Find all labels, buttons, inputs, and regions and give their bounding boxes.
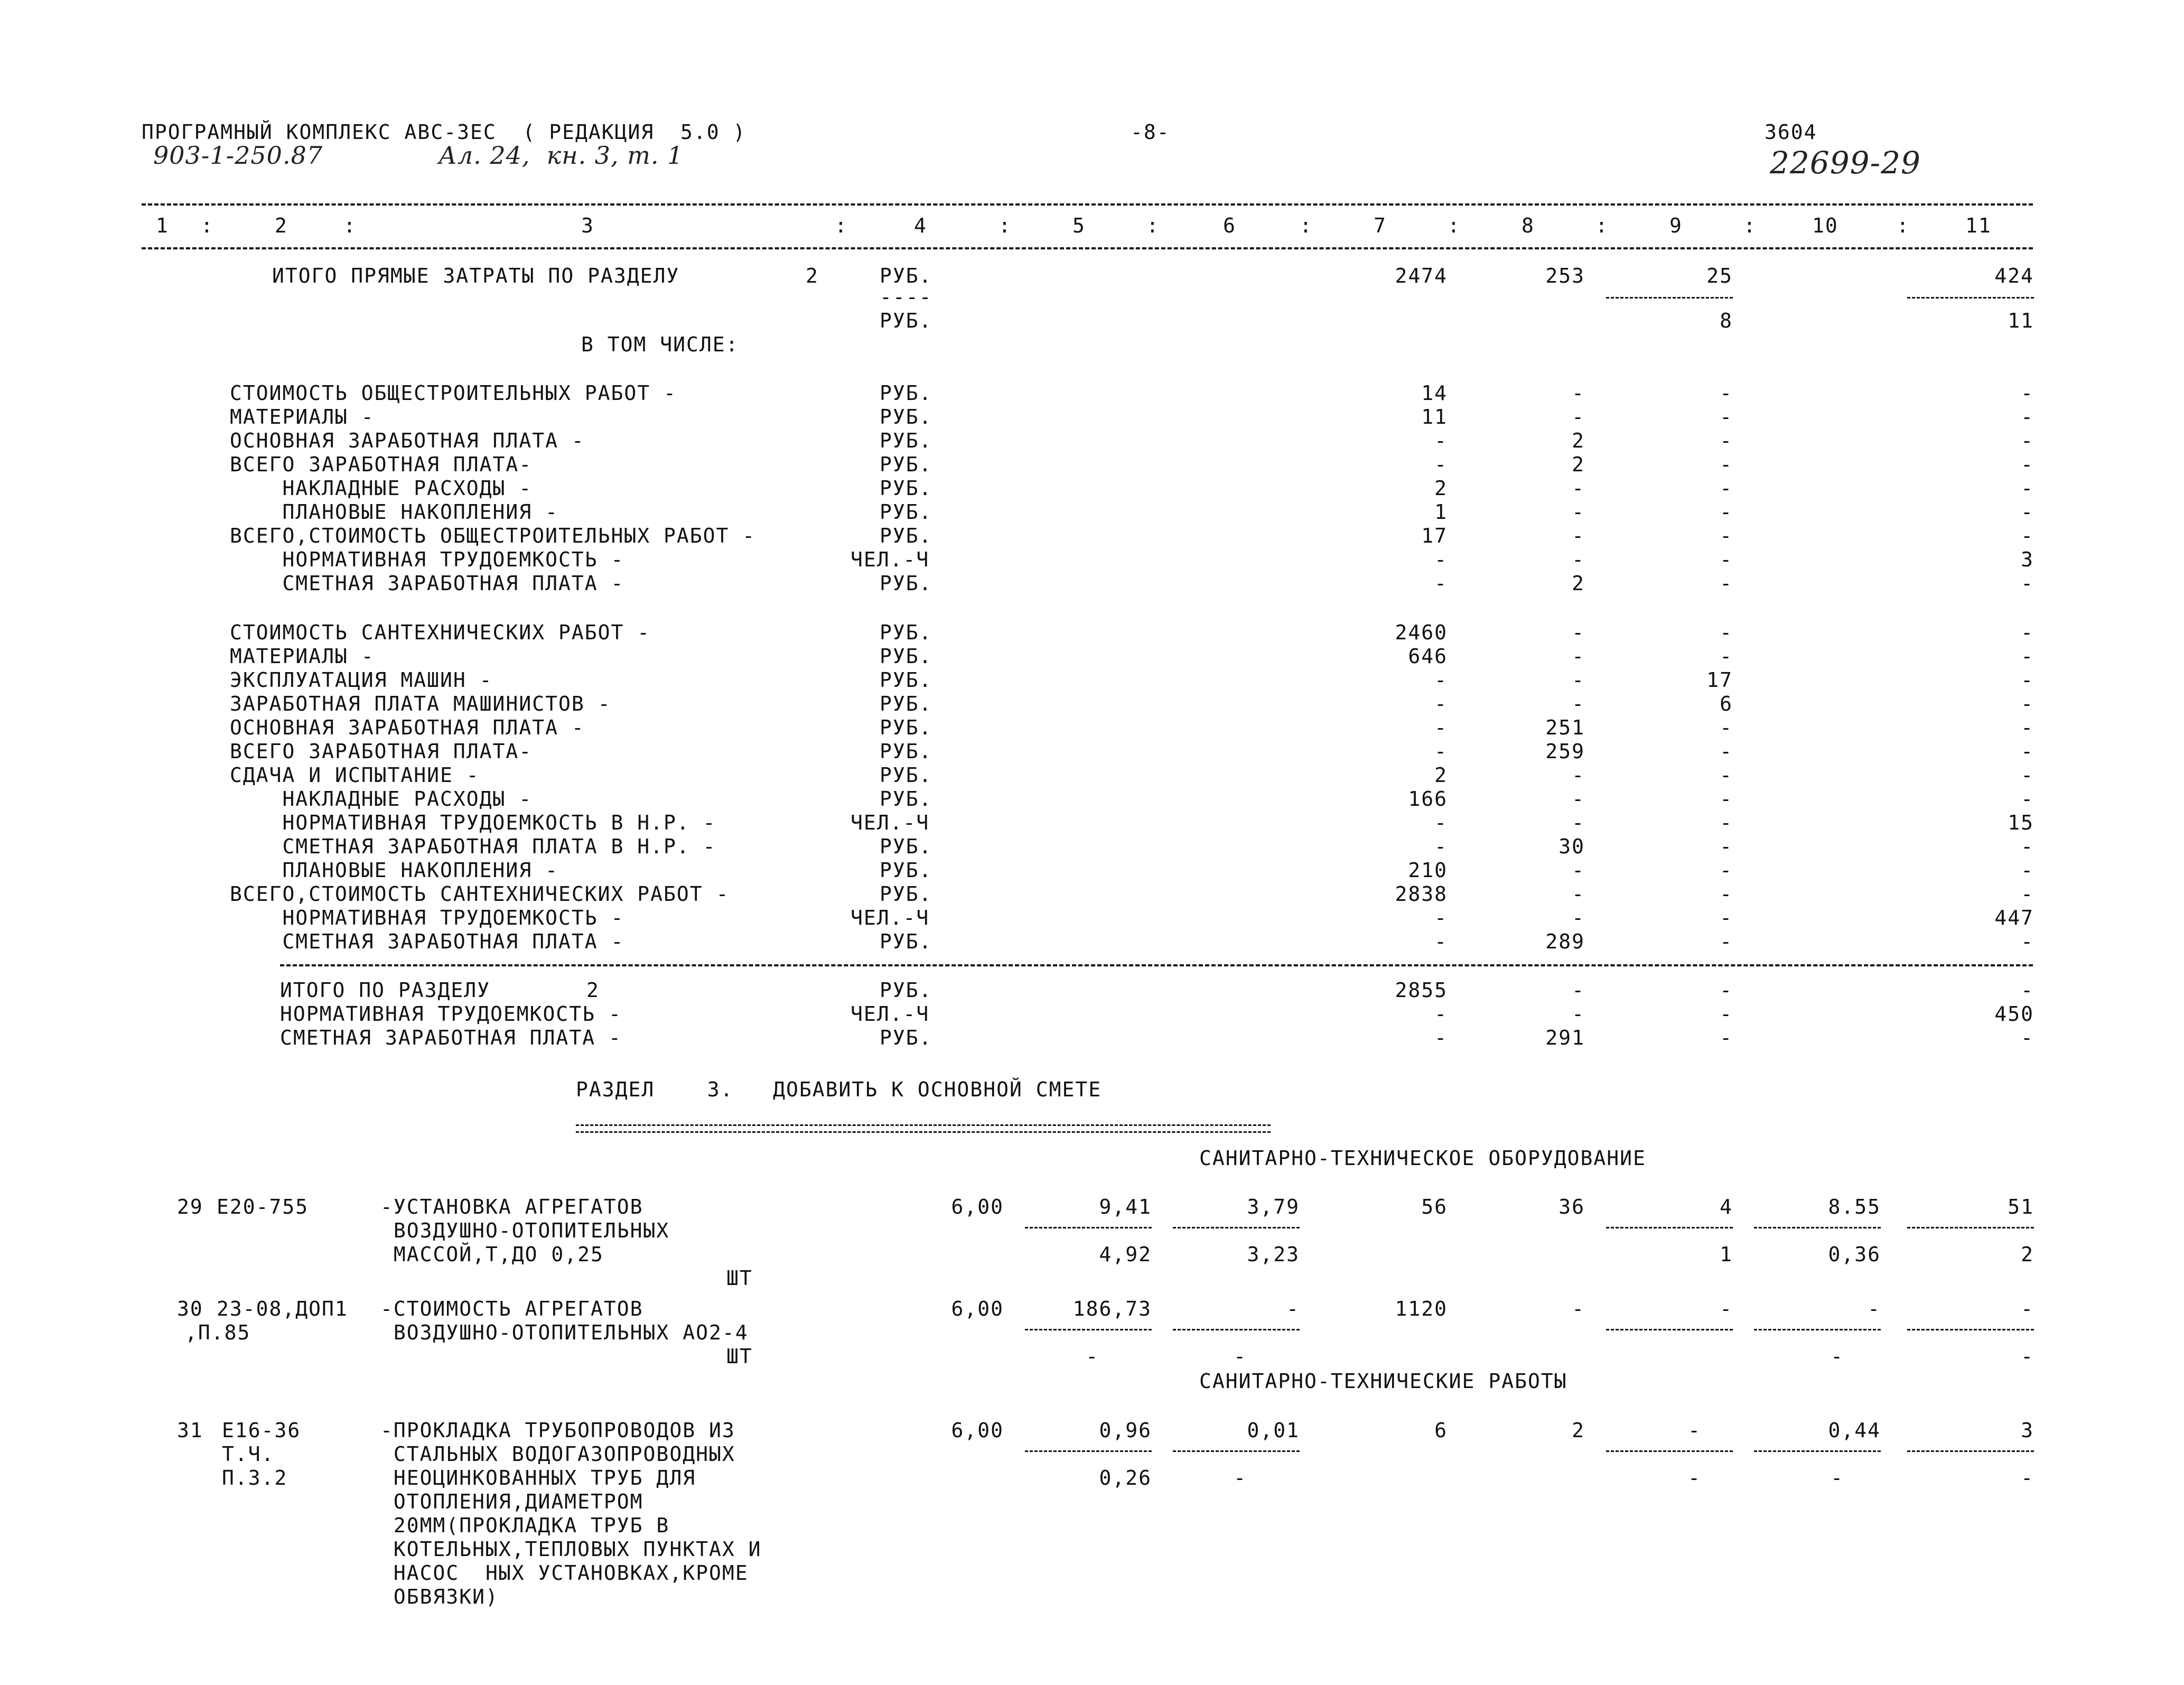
col-11: 11 bbox=[1965, 214, 1992, 237]
cell-c11: - bbox=[2021, 930, 2034, 953]
cell-c7: - bbox=[1434, 548, 1448, 571]
unit-underline: ---- bbox=[880, 285, 932, 309]
row-label: МАТЕРИАЛЫ - bbox=[230, 645, 375, 668]
row-label: ОСНОВНАЯ ЗАРАБОТНАЯ ПЛАТА - bbox=[230, 716, 585, 739]
c5-underline bbox=[1025, 1329, 1152, 1330]
unit: РУБ. bbox=[880, 668, 932, 692]
cell-c5: 0,96 bbox=[1099, 1419, 1152, 1442]
cell-c5: - bbox=[1086, 1345, 1099, 1368]
unit: РУБ. bbox=[880, 453, 932, 476]
cell-c7: 2 bbox=[1434, 764, 1448, 787]
row-label: ЗАРАБОТНАЯ ПЛАТА МАШИНИСТОВ - bbox=[230, 692, 611, 715]
unit: РУБ. bbox=[880, 429, 932, 452]
row-label: ОСНОВНАЯ ЗАРАБОТНАЯ ПЛАТА - bbox=[230, 429, 585, 452]
cell-c11: - bbox=[2021, 1345, 2034, 1368]
item-unit: ШТ bbox=[726, 1267, 753, 1290]
cell-c8: - bbox=[1572, 787, 1585, 811]
cell-c5: 9,41 bbox=[1099, 1195, 1152, 1218]
cell-c5: 0,26 bbox=[1099, 1466, 1152, 1489]
row-label: ВСЕГО,СТОИМОСТЬ ОБЩЕСТРОИТЕЛЬНЫХ РАБОТ - bbox=[230, 524, 756, 547]
unit: РУБ. bbox=[880, 572, 932, 595]
col-sep: : bbox=[1897, 214, 1910, 237]
cell-c8: - bbox=[1572, 405, 1585, 429]
item-desc-line: -СТОИМОСТЬ АГРЕГАТОВ bbox=[380, 1297, 643, 1320]
cell-c10: 0,36 bbox=[1828, 1243, 1881, 1266]
cell-c8: - bbox=[1572, 906, 1585, 929]
unit: РУБ. bbox=[880, 264, 932, 287]
cell-c8: 259 bbox=[1545, 740, 1585, 763]
cell-c7: 1120 bbox=[1395, 1297, 1448, 1320]
cell-c8: - bbox=[1572, 811, 1585, 834]
cell-c8: 2 bbox=[1572, 1419, 1585, 1442]
unit: РУБ. bbox=[880, 477, 932, 500]
section-3-double-rule bbox=[576, 1124, 1271, 1133]
item-desc-line: -ПРОКЛАДКА ТРУБОПРОВОДОВ ИЗ bbox=[380, 1419, 735, 1442]
unit: РУБ. bbox=[880, 381, 932, 405]
cell-c11: - bbox=[2021, 500, 2034, 524]
cell-c8: - bbox=[1572, 882, 1585, 906]
unit: ЧЕЛ.-Ч bbox=[851, 548, 930, 571]
cell-c9: - bbox=[1720, 1297, 1733, 1320]
cell-c11: 3 bbox=[2021, 1419, 2034, 1442]
cell-c11: - bbox=[2021, 1297, 2034, 1320]
cell-c8: - bbox=[1572, 381, 1585, 405]
header-rule-bottom bbox=[142, 247, 2033, 249]
col-7: 7 bbox=[1374, 214, 1387, 237]
cell-c7: 56 bbox=[1421, 1195, 1448, 1218]
cell-c6: 0,01 bbox=[1247, 1419, 1300, 1442]
cell-c8: - bbox=[1572, 500, 1585, 524]
unit: ЧЕЛ.-Ч bbox=[851, 906, 930, 929]
cell-c8: - bbox=[1572, 1002, 1585, 1026]
cell-c9: - bbox=[1720, 979, 1733, 1002]
unit: РУБ. bbox=[880, 835, 932, 858]
row-label: НОРМАТИВНАЯ ТРУДОЕМКОСТЬ - bbox=[230, 548, 624, 571]
item-code: 23-08,ДОП1 bbox=[217, 1297, 348, 1320]
works-heading: САНИТАРНО-ТЕХНИЧЕСКИЕ РАБОТЫ bbox=[1199, 1370, 1567, 1393]
unit: РУБ. bbox=[880, 979, 932, 1002]
col-10: 10 bbox=[1812, 214, 1838, 237]
c10-underline bbox=[1754, 1227, 1881, 1228]
including-heading: В ТОМ ЧИСЛЕ: bbox=[581, 333, 739, 356]
cell-c7: 1 bbox=[1434, 500, 1448, 524]
cell-c11: - bbox=[2021, 668, 2034, 692]
col-5: 5 bbox=[1072, 214, 1086, 237]
cell-c11: 51 bbox=[2008, 1195, 2034, 1218]
col-2: 2 bbox=[275, 214, 288, 237]
cell-c10: 8.55 bbox=[1828, 1195, 1881, 1218]
item-desc-line: КОТЕЛЬНЫХ,ТЕПЛОВЫХ ПУНКТАХ И bbox=[380, 1538, 762, 1561]
c9-underline bbox=[1606, 1450, 1733, 1452]
col-sep: : bbox=[201, 214, 214, 237]
cell-c9: - bbox=[1720, 740, 1733, 763]
cell-c9: 4 bbox=[1720, 1195, 1733, 1218]
cell-c9: - bbox=[1720, 429, 1733, 452]
handwritten-registration-number: 22699-29 bbox=[1770, 145, 1921, 181]
cell-c11: - bbox=[2021, 859, 2034, 882]
cell-c8: 2 bbox=[1572, 453, 1585, 476]
cell-c11: - bbox=[2021, 979, 2034, 1002]
col-sep: : bbox=[1146, 214, 1160, 237]
cell-c9: - bbox=[1720, 716, 1733, 739]
cell-c4: 6,00 bbox=[951, 1195, 1004, 1218]
cell-c9: 17 bbox=[1706, 668, 1733, 692]
cell-c9: - bbox=[1720, 500, 1733, 524]
row-label: ИТОГО ПО РАЗДЕЛУ bbox=[280, 979, 491, 1002]
cell-c10: - bbox=[1831, 1466, 1844, 1489]
cell-c11: 15 bbox=[2008, 811, 2034, 834]
cell-c9: - bbox=[1720, 645, 1733, 668]
cell-c9: - bbox=[1720, 381, 1733, 405]
cell-c7: 166 bbox=[1408, 787, 1448, 811]
cell-c8: - bbox=[1572, 668, 1585, 692]
unit: РУБ. bbox=[880, 764, 932, 787]
cell-c6: 3,23 bbox=[1247, 1243, 1300, 1266]
cell-c9: - bbox=[1720, 859, 1733, 882]
cell-c9: - bbox=[1720, 572, 1733, 595]
cell-c9: 1 bbox=[1720, 1243, 1733, 1266]
cell-c11: 424 bbox=[1994, 264, 2034, 287]
row-label: СМЕТНАЯ ЗАРАБОТНАЯ ПЛАТА - bbox=[280, 1026, 622, 1049]
c9-underline bbox=[1606, 1227, 1733, 1228]
c11-underline bbox=[1907, 1450, 2034, 1452]
cell-c6: - bbox=[1286, 1297, 1300, 1320]
cell-c11: 450 bbox=[1994, 1002, 2034, 1026]
item-desc-line: 20ММ(ПРОКЛАДКА ТРУБ В bbox=[380, 1514, 670, 1537]
row-label: ВСЕГО ЗАРАБОТНАЯ ПЛАТА- bbox=[230, 740, 533, 763]
cell-c9: - bbox=[1720, 835, 1733, 858]
cell-c11: - bbox=[2021, 716, 2034, 739]
cell-c11: - bbox=[2021, 1026, 2034, 1049]
row-label: СДАЧА И ИСПЫТАНИЕ - bbox=[230, 764, 480, 787]
cell-c9: - bbox=[1720, 906, 1733, 929]
cell-c11: - bbox=[2021, 405, 2034, 429]
c6-underline bbox=[1173, 1450, 1300, 1452]
col-sep: : bbox=[998, 214, 1012, 237]
c9-underline bbox=[1606, 297, 1733, 299]
col-8: 8 bbox=[1522, 214, 1535, 237]
col-sep: : bbox=[1300, 214, 1313, 237]
program-header: ПРОГРАМНЫЙ КОМПЛЕКС АВС-ЗЕС ( РЕДАКЦИЯ 5.0 ) bbox=[142, 120, 746, 144]
cell-c8: 289 bbox=[1545, 930, 1585, 953]
section-number: 2 bbox=[806, 264, 819, 287]
unit: РУБ. bbox=[880, 1026, 932, 1049]
col-sep: : bbox=[1743, 214, 1757, 237]
cell-c9: - bbox=[1720, 405, 1733, 429]
cell-c8: 36 bbox=[1558, 1195, 1585, 1218]
item-desc-line: ОТОПЛЕНИЯ,ДИАМЕТРОМ bbox=[380, 1490, 643, 1513]
cell-c10: - bbox=[1868, 1297, 1881, 1320]
cell-c7: - bbox=[1434, 811, 1448, 834]
document-code: 3604 bbox=[1765, 120, 1817, 144]
cell-c7: 2460 bbox=[1395, 621, 1448, 644]
item-desc-line: МАССОЙ,Т,ДО 0,25 bbox=[380, 1243, 604, 1266]
cell-c11: - bbox=[2021, 787, 2034, 811]
cell-c8: - bbox=[1572, 979, 1585, 1002]
cell-c6: - bbox=[1234, 1345, 1247, 1368]
row-label: МАТЕРИАЛЫ - bbox=[230, 405, 375, 429]
cell-c11: - bbox=[2021, 882, 2034, 906]
unit: РУБ. bbox=[880, 859, 932, 882]
cell-c9: - bbox=[1720, 764, 1733, 787]
cell-c6: 3,79 bbox=[1247, 1195, 1300, 1218]
item-code: Е16-36 bbox=[222, 1419, 301, 1442]
cell-c5: 186,73 bbox=[1072, 1297, 1152, 1320]
cell-c8: - bbox=[1572, 859, 1585, 882]
row-label: ВСЕГО ЗАРАБОТНАЯ ПЛАТА- bbox=[230, 453, 533, 476]
cell-c7: - bbox=[1434, 716, 1448, 739]
c10-underline bbox=[1754, 1450, 1881, 1452]
cell-c9: - bbox=[1720, 524, 1733, 547]
cell-c7: - bbox=[1434, 906, 1448, 929]
cell-c11: - bbox=[2021, 645, 2034, 668]
cell-c8: 251 bbox=[1545, 716, 1585, 739]
cell-c9: - bbox=[1720, 882, 1733, 906]
cell-c8: 2 bbox=[1572, 429, 1585, 452]
unit: РУБ. bbox=[880, 524, 932, 547]
cell-c9: - bbox=[1720, 621, 1733, 644]
cell-c7: 2838 bbox=[1395, 882, 1448, 906]
cell-c7: 6 bbox=[1434, 1419, 1448, 1442]
col-sep: : bbox=[1595, 214, 1609, 237]
row-label: СМЕТНАЯ ЗАРАБОТНАЯ ПЛАТА - bbox=[230, 572, 624, 595]
cell-c7: - bbox=[1434, 429, 1448, 452]
cell-c11: 447 bbox=[1994, 906, 2034, 929]
cell-c8: - bbox=[1572, 524, 1585, 547]
cell-c10: 0,44 bbox=[1828, 1419, 1881, 1442]
item-number: 31 bbox=[177, 1419, 203, 1442]
unit: РУБ. bbox=[880, 500, 932, 524]
col-4: 4 bbox=[914, 214, 927, 237]
cell-c9: - bbox=[1720, 787, 1733, 811]
equipment-heading: САНИТАРНО-ТЕХНИЧЕСКОЕ ОБОРУДОВАНИЕ bbox=[1199, 1147, 1646, 1170]
item-code: Е20-755 bbox=[217, 1195, 309, 1218]
cell-c9: 25 bbox=[1706, 264, 1733, 287]
col-sep: : bbox=[1448, 214, 1461, 237]
cell-c11: - bbox=[2021, 692, 2034, 715]
col-3: 3 bbox=[581, 214, 594, 237]
unit: РУБ. bbox=[880, 692, 932, 715]
cell-c11: - bbox=[2021, 477, 2034, 500]
cell-c11: - bbox=[2021, 764, 2034, 787]
c5-underline bbox=[1025, 1450, 1152, 1452]
unit: РУБ. bbox=[880, 740, 932, 763]
cell-c8: 253 bbox=[1545, 264, 1585, 287]
cell-c7: 11 bbox=[1421, 405, 1448, 429]
cell-c8: - bbox=[1572, 477, 1585, 500]
unit: РУБ. bbox=[880, 930, 932, 953]
row-label: СМЕТНАЯ ЗАРАБОТНАЯ ПЛАТА - bbox=[230, 930, 624, 953]
col-6: 6 bbox=[1223, 214, 1236, 237]
cell-c9: 8 bbox=[1720, 309, 1733, 332]
cell-c8: - bbox=[1572, 548, 1585, 571]
cell-c8: 291 bbox=[1545, 1026, 1585, 1049]
c10-underline bbox=[1754, 1329, 1881, 1330]
cell-c7: - bbox=[1434, 1002, 1448, 1026]
handwritten-project-number: 903-1-250.87 bbox=[153, 141, 323, 170]
cell-c11: - bbox=[2021, 740, 2034, 763]
unit: РУБ. bbox=[880, 309, 932, 332]
cell-c11: - bbox=[2021, 835, 2034, 858]
cell-c8: 2 bbox=[1572, 572, 1585, 595]
cell-c11: 11 bbox=[2008, 309, 2034, 332]
cell-c10: - bbox=[1831, 1345, 1844, 1368]
header-rule-top bbox=[142, 203, 2033, 206]
cell-c8: - bbox=[1572, 764, 1585, 787]
unit: РУБ. bbox=[880, 882, 932, 906]
unit: ЧЕЛ.-Ч bbox=[851, 811, 930, 834]
c6-underline bbox=[1173, 1227, 1300, 1228]
cell-c9: - bbox=[1720, 548, 1733, 571]
handwritten-album-reference: Ал. 24, кн. 3, т. 1 bbox=[438, 141, 684, 170]
unit: РУБ. bbox=[880, 621, 932, 644]
cell-c7: 2 bbox=[1434, 477, 1448, 500]
c5-underline bbox=[1025, 1227, 1152, 1228]
cell-c11: - bbox=[2021, 524, 2034, 547]
cell-c6: - bbox=[1234, 1466, 1247, 1489]
unit: ЧЕЛ.-Ч bbox=[851, 1002, 930, 1026]
item-number: 29 bbox=[177, 1195, 203, 1218]
row-label: НОРМАТИВНАЯ ТРУДОЕМКОСТЬ - bbox=[280, 1002, 622, 1026]
cell-c4: 6,00 bbox=[951, 1297, 1004, 1320]
row-label: ПЛАНОВЫЕ НАКОПЛЕНИЯ - bbox=[230, 500, 558, 524]
item-desc-line: ВОЗДУШНО-ОТОПИТЕЛЬНЫХ АО2-4 bbox=[380, 1321, 749, 1344]
unit: РУБ. bbox=[880, 645, 932, 668]
unit: РУБ. bbox=[880, 787, 932, 811]
item-desc-line: ВОЗДУШНО-ОТОПИТЕЛЬНЫХ bbox=[380, 1219, 670, 1242]
cell-c9: - bbox=[1688, 1466, 1701, 1489]
c11-underline bbox=[1907, 1329, 2034, 1330]
cell-c11: - bbox=[2021, 572, 2034, 595]
section-3-title: РАЗДЕЛ 3. ДОБАВИТЬ К ОСНОВНОЙ СМЕТЕ bbox=[576, 1078, 1102, 1101]
c11-underline bbox=[1907, 1227, 2034, 1228]
section-number: 2 bbox=[586, 979, 600, 1002]
unit: РУБ. bbox=[880, 405, 932, 429]
cell-c9: - bbox=[1720, 477, 1733, 500]
row-label: ВСЕГО,СТОИМОСТЬ САНТЕХНИЧЕСКИХ РАБОТ - bbox=[230, 882, 730, 906]
cell-c8: - bbox=[1572, 692, 1585, 715]
cell-c7: - bbox=[1434, 835, 1448, 858]
cell-c7: 14 bbox=[1421, 381, 1448, 405]
col-9: 9 bbox=[1669, 214, 1683, 237]
row-label: ЭКСПЛУАТАЦИЯ МАШИН - bbox=[230, 668, 493, 692]
row-label: СТОИМОСТЬ САНТЕХНИЧЕСКИХ РАБОТ - bbox=[230, 621, 651, 644]
cell-c7: - bbox=[1434, 930, 1448, 953]
cell-c11: - bbox=[2021, 453, 2034, 476]
row-label: НАКЛАДНЫЕ РАСХОДЫ - bbox=[230, 787, 533, 811]
cell-c11: - bbox=[2021, 1466, 2034, 1489]
cell-c7: 2474 bbox=[1395, 264, 1448, 287]
item-code-line-3: П.3.2 bbox=[222, 1466, 288, 1489]
item-number: 30 bbox=[177, 1297, 203, 1320]
row-label: НОРМАТИВНАЯ ТРУДОЕМКОСТЬ - bbox=[230, 906, 624, 929]
cell-c7: - bbox=[1434, 1026, 1448, 1049]
cell-c11: - bbox=[2021, 621, 2034, 644]
cell-c5: 4,92 bbox=[1099, 1243, 1152, 1266]
col-sep: : bbox=[835, 214, 848, 237]
col-sep: : bbox=[343, 214, 357, 237]
row-label: НАКЛАДНЫЕ РАСХОДЫ - bbox=[230, 477, 533, 500]
row-label: НОРМАТИВНАЯ ТРУДОЕМКОСТЬ В Н.Р. - bbox=[230, 811, 716, 834]
page-number: -8- bbox=[1131, 120, 1170, 144]
row-label: СМЕТНАЯ ЗАРАБОТНАЯ ПЛАТА В Н.Р. - bbox=[230, 835, 716, 858]
cell-c7: 210 bbox=[1408, 859, 1448, 882]
row-label: СТОИМОСТЬ ОБЩЕСТРОИТЕЛЬНЫХ РАБОТ - bbox=[230, 381, 677, 405]
c11-underline bbox=[1907, 297, 2034, 299]
cell-c11: 2 bbox=[2021, 1243, 2034, 1266]
cell-c8: 30 bbox=[1558, 835, 1585, 858]
cell-c9: - bbox=[1720, 930, 1733, 953]
item-desc-line: -УСТАНОВКА АГРЕГАТОВ bbox=[380, 1195, 643, 1218]
cell-c9: - bbox=[1720, 1002, 1733, 1026]
cell-c11: - bbox=[2021, 381, 2034, 405]
col-1: 1 bbox=[156, 214, 169, 237]
cell-c7: - bbox=[1434, 740, 1448, 763]
row-label: ПЛАНОВЫЕ НАКОПЛЕНИЯ - bbox=[230, 859, 558, 882]
cell-c9: - bbox=[1720, 1026, 1733, 1049]
cell-c11: 3 bbox=[2021, 548, 2034, 571]
item-desc-line: ОБВЯЗКИ) bbox=[380, 1585, 499, 1608]
c9-underline bbox=[1606, 1329, 1733, 1330]
cell-c4: 6,00 bbox=[951, 1419, 1004, 1442]
row-label: ИТОГО ПРЯМЫЕ ЗАТРАТЫ ПО РАЗДЕЛУ bbox=[272, 264, 680, 287]
cell-c9: 6 bbox=[1720, 692, 1733, 715]
cell-c7: - bbox=[1434, 453, 1448, 476]
cell-c7: - bbox=[1434, 692, 1448, 715]
cell-c9: - bbox=[1720, 811, 1733, 834]
cell-c7: 646 bbox=[1408, 645, 1448, 668]
cell-c9: - bbox=[1720, 453, 1733, 476]
cell-c7: 17 bbox=[1421, 524, 1448, 547]
cell-c8: - bbox=[1572, 645, 1585, 668]
item-desc-line: СТАЛЬНЫХ ВОДОГАЗОПРОВОДНЫХ bbox=[380, 1442, 735, 1466]
item-code-line-2: ,П.85 bbox=[185, 1321, 251, 1344]
cell-c11: - bbox=[2021, 429, 2034, 452]
unit: РУБ. bbox=[880, 716, 932, 739]
item-code-line-2: Т.Ч. bbox=[222, 1442, 275, 1466]
item-desc-line: НЕОЦИНКОВАННЫХ ТРУБ ДЛЯ bbox=[380, 1466, 696, 1489]
item-unit: ШТ bbox=[726, 1345, 753, 1368]
item-desc-line: НАСОС НЫХ УСТАНОВКАХ,КРОМЕ bbox=[380, 1561, 749, 1585]
cell-c7: 2855 bbox=[1395, 979, 1448, 1002]
cell-c8: - bbox=[1572, 621, 1585, 644]
section-total-rule bbox=[280, 964, 2033, 966]
c6-underline bbox=[1173, 1329, 1300, 1330]
cell-c7: - bbox=[1434, 668, 1448, 692]
cell-c7: - bbox=[1434, 572, 1448, 595]
cell-c8: - bbox=[1572, 1297, 1585, 1320]
cell-c9: - bbox=[1688, 1419, 1701, 1442]
